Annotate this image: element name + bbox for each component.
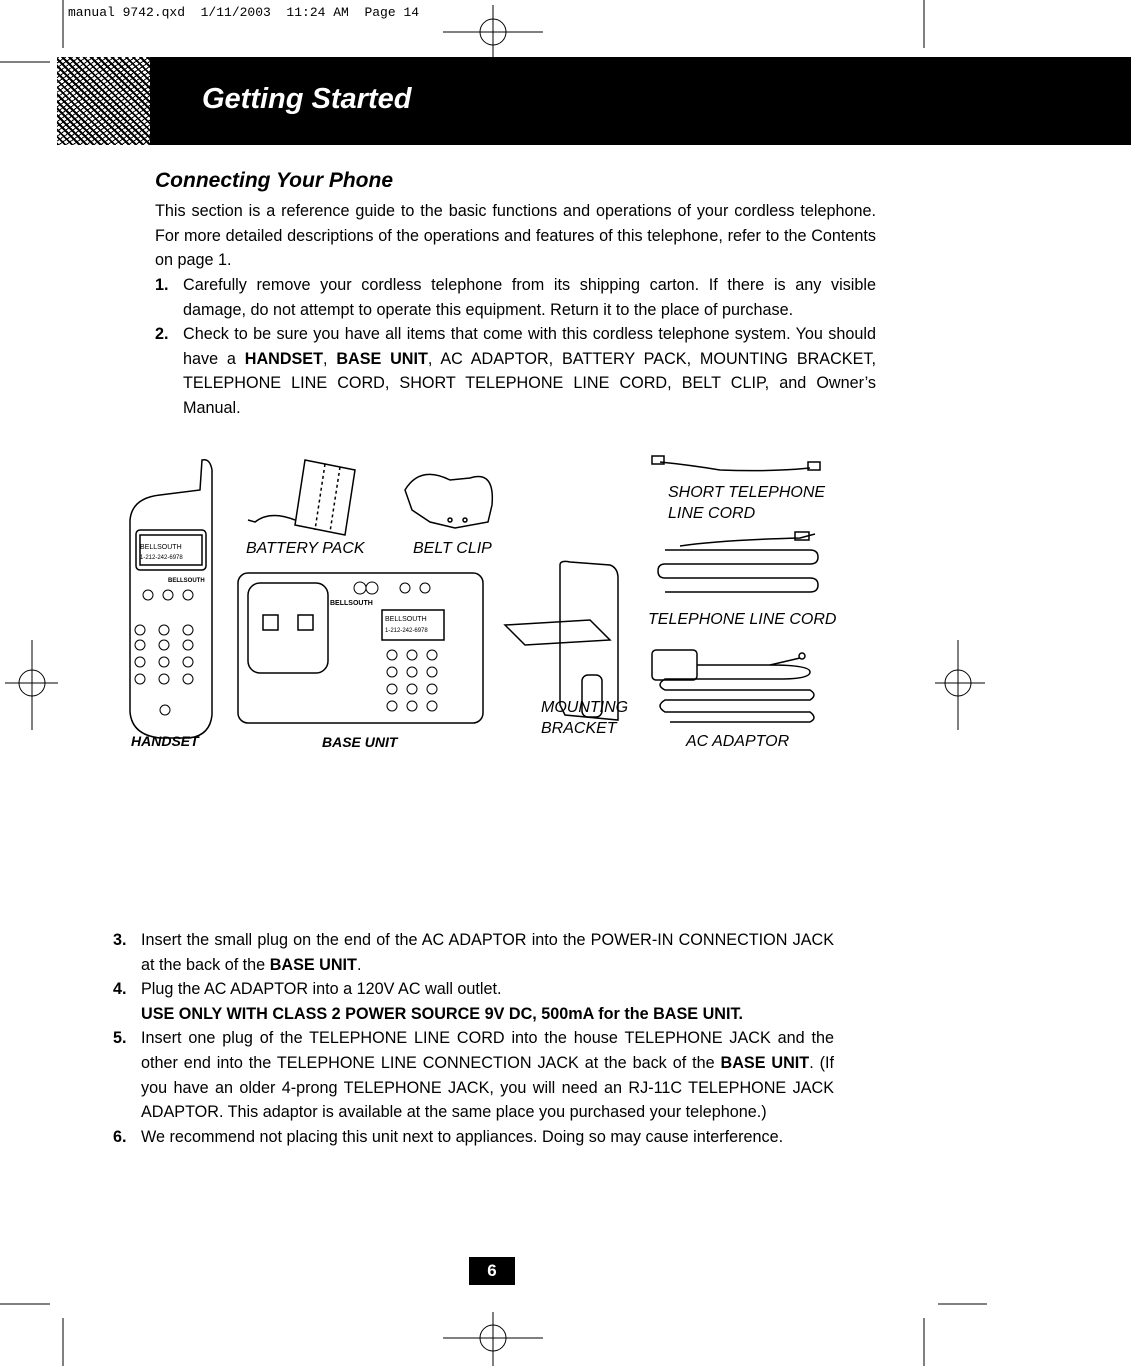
handset-illustration bbox=[130, 460, 212, 738]
page-title: Getting Started bbox=[202, 83, 412, 115]
step-number: 6. bbox=[113, 1127, 127, 1146]
short-cord-illustration bbox=[652, 456, 820, 471]
battery-pack-illustration bbox=[248, 460, 355, 535]
step-number: 5. bbox=[113, 1029, 127, 1048]
base-brand-logo: BELLSOUTH bbox=[330, 600, 373, 607]
short-cord-label: SHORT TELEPHONE LINE CORD bbox=[668, 484, 826, 522]
header-banner bbox=[150, 57, 926, 145]
ac-adaptor-label: AC ADAPTOR bbox=[686, 733, 790, 750]
battery-pack-label: BATTERY PACK bbox=[246, 540, 365, 557]
header-banner-end bbox=[926, 57, 1131, 145]
line-cord-illustration bbox=[658, 532, 818, 592]
list-item bbox=[155, 273, 876, 322]
handset-label: HANDSET bbox=[131, 733, 199, 749]
warning-text: USE ONLY WITH CLASS 2 POWER SOURCE 9V DC, 500mA for the BASE UNIT. bbox=[141, 1004, 744, 1023]
handset-display-number: 1-212-242-6978 bbox=[140, 555, 183, 561]
step-text: Check to be sure you have all items that come with this cordless telephone system. You should have a HANDSET, BASE UNIT, AC ADAPTOR, BATTERY PACK, MOUNTING BRACKET, TELEPHONE LINE CORD, SHORT TELEPHONE LINE CORD, BELT CLIP, and Owner’s Manual. bbox=[183, 325, 876, 417]
base-unit-label: BASE UNIT bbox=[322, 734, 398, 750]
mounting-bracket-label: MOUNTING BRACKET bbox=[541, 699, 629, 737]
decorative-texture bbox=[57, 57, 150, 145]
base-unit-illustration bbox=[238, 573, 483, 723]
base-display-number: 1-212-242-6978 bbox=[385, 628, 428, 634]
list-item bbox=[113, 1125, 834, 1150]
base-display-brand: BELLSOUTH bbox=[385, 616, 427, 623]
page-number: 6 bbox=[469, 1257, 515, 1285]
list-item bbox=[155, 322, 876, 420]
step-number: 3. bbox=[113, 931, 127, 949]
ac-adaptor-illustration bbox=[652, 650, 814, 722]
print-slug: manual 9742.qxd 1/11/2003 11:24 AM Page 14 bbox=[68, 5, 420, 20]
step-text: We recommend not placing this unit next to appliances. Doing so may cause interference. bbox=[141, 1127, 784, 1146]
line-cord-label: TELEPHONE LINE CORD bbox=[648, 611, 837, 628]
list-item bbox=[113, 977, 834, 1026]
belt-clip-illustration bbox=[405, 474, 492, 528]
section-title: Connecting Your Phone bbox=[155, 169, 394, 192]
step-number: 1. bbox=[155, 276, 169, 294]
step-text: Insert one plug of the TELEPHONE LINE CORD into the house TELEPHONE JACK and the other end into the TELEPHONE LINE CONNECTION JACK at the back of the BASE UNIT. (If you have an older 4-prong TELEPHONE JACK, you will need an RJ-11C TELEPHONE JACK ADAPTOR. This adaptor is available at the same place you purchased your telephone.) bbox=[141, 1029, 834, 1122]
steps-list-a bbox=[155, 273, 876, 421]
belt-clip-label: BELT CLIP bbox=[413, 540, 492, 557]
step-text: Carefully remove your cordless telephone from its shipping carton. If there is any visible damage, do not attempt to operate this equipment. Return it to the place of purchase. bbox=[183, 276, 876, 319]
step-text: Insert the small plug on the end of the AC ADAPTOR into the POWER-IN CONNECTION JACK at the back of the BASE UNIT. bbox=[141, 931, 834, 974]
list-item bbox=[113, 928, 834, 977]
list-item bbox=[113, 1026, 834, 1124]
handset-brand-logo: BELLSOUTH bbox=[168, 578, 205, 584]
step-number: 4. bbox=[113, 980, 127, 999]
step-number: 2. bbox=[155, 325, 169, 344]
steps-list-b bbox=[113, 928, 834, 1149]
intro-paragraph: This section is a reference guide to the basic functions and operations of your cordless telephone. For more detailed descriptions of the operations and features of this telephone, refer to the Contents on page 1. bbox=[155, 202, 876, 270]
step-text: Plug the AC ADAPTOR into a 120V AC wall outlet. USE ONLY WITH CLASS 2 POWER SOURCE 9V DC, 500mA for the BASE UNIT. bbox=[141, 980, 744, 1023]
handset-display-brand: BELLSOUTH bbox=[140, 544, 182, 551]
